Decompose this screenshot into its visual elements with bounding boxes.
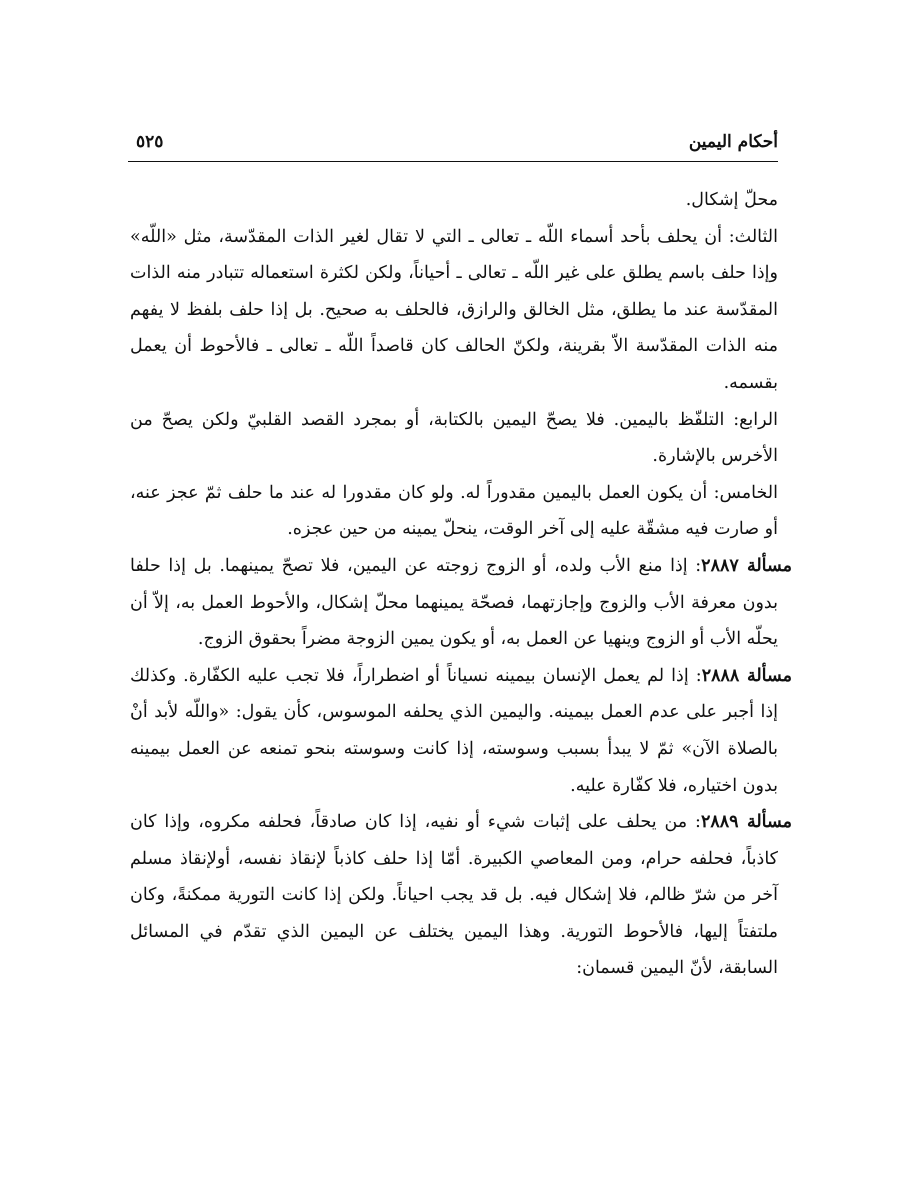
page-number: ٥٢٥ (136, 132, 164, 152)
masala-2887 (130, 548, 792, 658)
header-divider (128, 161, 778, 162)
running-header (128, 128, 778, 158)
paragraph-continuation: محلّ إشكال. (685, 190, 778, 210)
masala-label: مسألة ٢٨٨٧ (701, 555, 792, 576)
masala-label: مسألة ٢٨٨٨ (701, 665, 793, 686)
chapter-title: أحكام اليمين (688, 132, 778, 152)
masala-text: : إذا لم يعمل الإنسان بيمينه نسياناً أو اضطراراً، فلا تجب عليه الكفّارة. وكذلك إذا أجبر على عدم العمل بيمينه. واليمين الذي يحلفه الموسوس، كأن يقول: «واللّه لأبد أنْ بالصلاة الآن» ثمّ لا يبدأ بسبب وسوسته، إذا كانت وسوسته بنحو تمنعه عن العمل بيمينه بدون اختياره، فلا كفّارة عليه. (130, 665, 778, 796)
masala-text: : إذا منع الأب ولده، أو الزوج زوجته عن اليمين، فلا تصحّ يمينهما. بل إذا حلفا بدون معرفة الأب والزوج وإجازتهما، فصحّة يمينهما محلّ إشكال، والأحوط العمل به، إلاّ أن يحلّه الأب أو الزوج وينهيا عن العمل به، أو يكون يمين الزوجة مضراً بحقوق الزوج. (130, 555, 778, 650)
masala-2889 (130, 804, 793, 987)
paragraph-condition-fifth: الخامس: أن يكون العمل باليمين مقدوراً له. ولو كان مقدورا له عند ما حلف ثمّ عجز عنه، أو صارت فيه مشقّة عليه إلى آخر الوقت، ينحلّ يمينه من حين عجزه. (130, 482, 778, 540)
masala-label: مسألة ٢٨٨٩ (700, 812, 793, 833)
masala-text: : من يحلف على إثبات شيء أو نفيه، إذا كان صادقاً، فحلفه مكروه، وإذا كان كاذباً، فحلفه حرام، ومن المعاصي الكبيرة. أمّا إذا حلف كاذباً لإنقاذ نفسه، أولإنقاذ مسلم آخر من شرّ ظالم، فلا إشكال فيه. بل قد يجب احياناً. ولكن إذا كانت التورية ممكنةً، وكان ملتفتاً إليها، فالأحوط التورية. وهذا اليمين يختلف عن اليمين الذي تقدّم في المسائل السابقة، لأنّ اليمين قسمان: (130, 812, 778, 979)
main-text (130, 182, 793, 987)
paragraph-condition-fourth: الرابع: التلفّظ باليمين. فلا يصحّ اليمين بالكتابة، أو بمجرد القصد القلبيّ ولكن يصحّ من الأخرس بالإشارة. (130, 409, 778, 467)
masala-2888 (130, 658, 793, 804)
paragraph-condition-third: الثالث: أن يحلف بأحد أسماء اللّه ـ تعالى ـ التي لا تقال لغير الذات المقدّسة، مثل «اللّه» وإذا حلف باسم يطلق على غير اللّه ـ تعالى ـ أحياناً، ولكن لكثرة استعماله تتبادر منه الذات المقدّسة عند ما يطلق، مثل الخالق والرازق، فالحلف به صحيح. بل إذا حلف بلفظ لا يفهم منه الذات المقدّسة الاّ بقرينة، ولكنّ الحالف كان قاصداً اللّه ـ تعالى ـ فالأحوط أن يعمل بقسمه. (130, 226, 778, 393)
